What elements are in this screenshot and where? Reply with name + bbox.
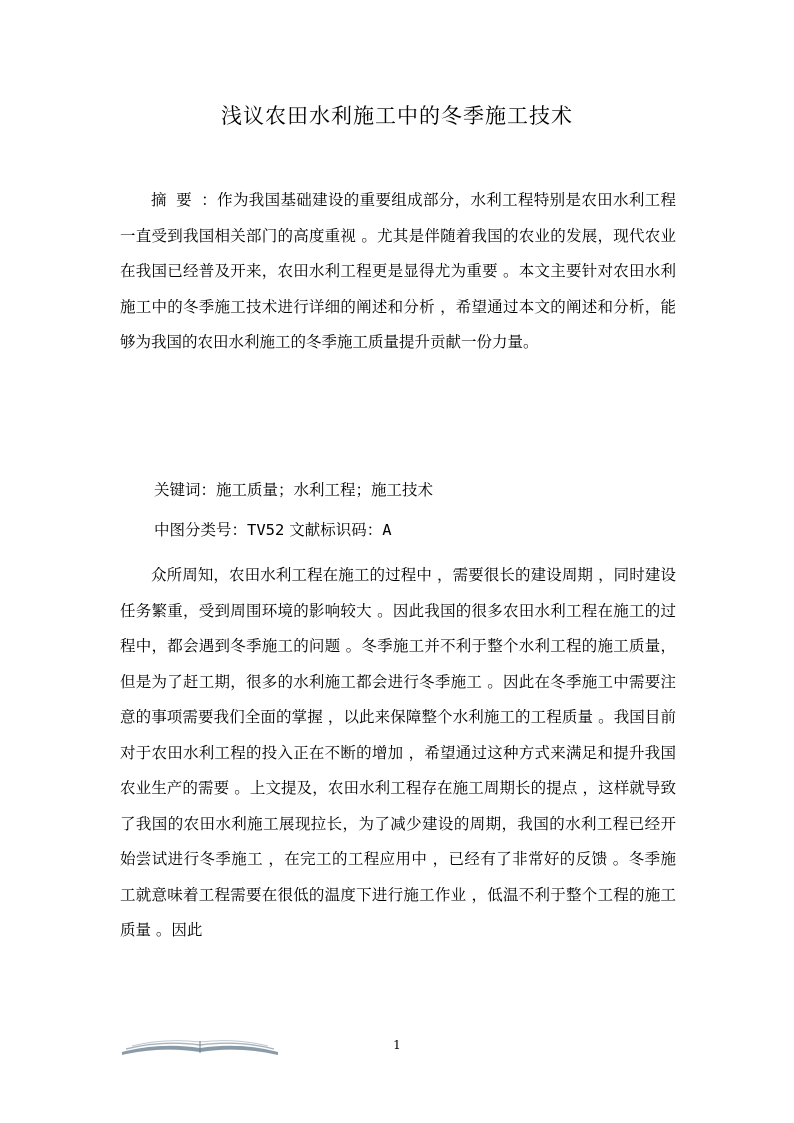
doc-id-code: A (382, 521, 392, 539)
abstract-label: 摘要 (151, 191, 202, 209)
doc-id-label: 文献标识码： (289, 521, 383, 539)
clc-code: TV52 (247, 521, 285, 539)
document-title: 浅议农田水利施工中的冬季施工技术 (221, 104, 573, 128)
page-number: 1 (393, 1038, 401, 1052)
keywords-label: 关键词： (154, 481, 217, 499)
abstract-text: ：作为我国基础建设的重要组成部分，水利工程特别是农田水利工程一直受到我国相关部门的高度重视 。尤其是伴随着我国的农业的发展，现代农业在我国已经普及开来，农田水利工程更是显得尤为重要 。本文主要针对农田水利施工中的冬季施工技术进行详细的阐述和分析 ，希望通过本文的阐述和分析，能够为我国的农田水利施工的冬季施工质量提升贡献一份力量。 (120, 191, 676, 351)
classification-line (154, 513, 392, 549)
body-paragraph: 众所周知，农田水利工程在施工的过程中 ，需要很长的建设周期 ，同时建设任务繁重，受到周围环境的影响较大 。因此我国的很多农田水利工程在施工的过程中，都会遇到冬季施工的问题 。冬季施工并不利于整个水利工程的施工质量，但是为了赶工期，很多的水利施工都会进行冬季施工 。因此在冬季施工中需要注意的事项需要我们全面的掌握 ，以此来保障整个水利施工的工程质量 。我国目前对于农田水利工程的投入正在不断的增加 ，希望通过这种方式来满足和提升我国农业生产的需要 。上文提及，农田水利工程存在施工周期长的提点 ，这样就导致了我国的农田水利施工展现拉长，为了减少建设的周期，我国的水利工程已经开始尝试进行冬季施工 ，在完工的工程应用中 ，已经有了非常好的反馈 。冬季施工就意味着工程需要在很低的温度下进行施工作业 ，低温不利于整个工程的施工质量 。因此 (120, 566, 676, 939)
keywords-value: 施工质量；水利工程；施工技术 (216, 481, 434, 499)
keywords-line (154, 473, 433, 509)
clc-label: 中图分类号： (154, 521, 248, 539)
abstract-paragraph (120, 183, 676, 361)
open-book-icon (120, 1035, 280, 1063)
